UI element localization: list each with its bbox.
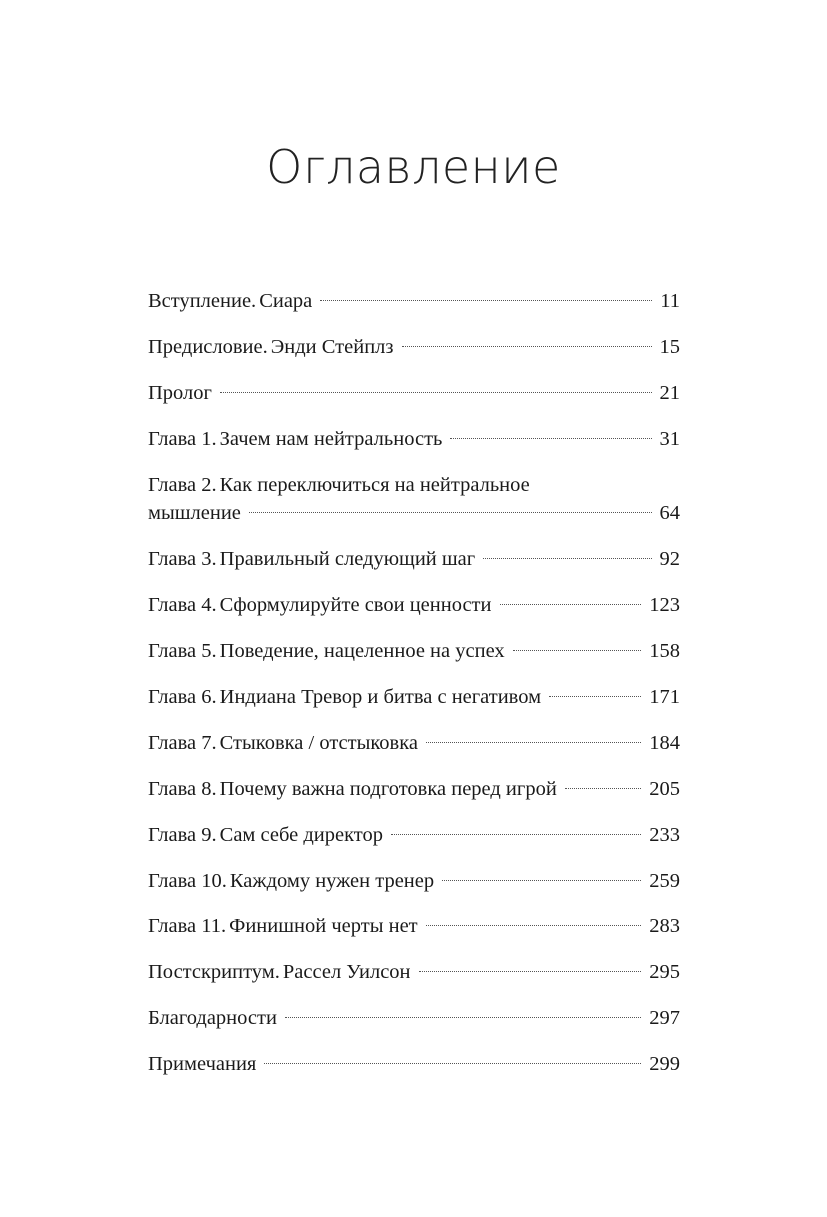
toc-entry-acknowledgements[interactable] — [148, 1004, 680, 1032]
toc-entry-chapter-11[interactable] — [148, 912, 680, 940]
dot-leader — [500, 604, 642, 605]
toc-entry-notes[interactable] — [148, 1050, 680, 1078]
toc-entry-page: 11 — [660, 290, 680, 312]
toc-entry-chapter-2[interactable] — [148, 471, 680, 527]
toc-entry-label: Постскриптум. Рассел Уилсон — [148, 961, 411, 983]
dot-leader — [391, 834, 641, 835]
toc-entry-chapter-6[interactable] — [148, 683, 680, 711]
dot-leader — [419, 971, 642, 972]
toc-entry-label: Благодарности — [148, 1007, 277, 1029]
dot-leader — [402, 346, 652, 347]
toc-entry-chapter-4[interactable] — [148, 591, 680, 619]
toc-entry-chapter-10[interactable] — [148, 867, 680, 895]
toc-entry-label: Глава 7. Стыковка / отстыковка — [148, 732, 418, 754]
toc-entry-page: 184 — [649, 732, 680, 754]
toc-entry-label: Глава 2. Как переключиться на нейтральное — [148, 474, 530, 496]
dot-leader — [426, 742, 641, 743]
toc-entry-label: Пролог — [148, 382, 212, 404]
page-title: Оглавление — [266, 140, 561, 194]
toc-entry-page: 283 — [649, 915, 680, 937]
toc-entry-chapter-9[interactable] — [148, 821, 680, 849]
toc-entry-page: 205 — [649, 778, 680, 800]
toc-entry-label: Глава 8. Почему важна подготовка перед игрой — [148, 778, 557, 800]
toc-entry-label: Глава 6. Индиана Тревор и битва с негативом — [148, 686, 542, 708]
dot-leader — [549, 696, 641, 697]
toc-entry-label: Глава 9. Сам себе директор — [148, 824, 383, 846]
toc-entry-label-continued: мышление — [148, 502, 241, 524]
toc-entry-postscript[interactable] — [148, 958, 680, 986]
toc-entry-page: 31 — [659, 428, 680, 450]
toc-entry-page: 158 — [649, 640, 680, 662]
toc-entry-chapter-3[interactable] — [148, 545, 680, 573]
toc-entry-page: 171 — [649, 686, 680, 708]
toc-entry-chapter-5[interactable] — [148, 637, 680, 665]
toc-entry-page: 15 — [659, 336, 680, 358]
toc-entry-label: Предисловие. Энди Стейплз — [148, 336, 394, 358]
toc-entry-label: Глава 1. Зачем нам нейтральность — [148, 428, 443, 450]
dot-leader — [320, 300, 652, 301]
toc-entry-label: Глава 4. Сформулируйте свои ценности — [148, 594, 492, 616]
dot-leader — [285, 1017, 641, 1018]
toc-entry-page: 259 — [649, 870, 680, 892]
toc-entry-label: Глава 5. Поведение, нацеленное на успех — [148, 640, 505, 662]
toc-entry-chapter-1[interactable] — [148, 425, 680, 453]
toc-entry-page: 233 — [649, 824, 680, 846]
dot-leader — [483, 558, 651, 559]
toc-entry-chapter-7[interactable] — [148, 729, 680, 757]
toc-entry-label: Глава 11. Финишной черты нет — [148, 915, 418, 937]
toc-entry-label: Вступление. Сиара — [148, 290, 313, 312]
dot-leader — [565, 788, 641, 789]
toc-entry-page: 295 — [649, 961, 680, 983]
toc-entry-page: 299 — [649, 1053, 680, 1075]
dot-leader — [513, 650, 642, 651]
toc-entry-foreword[interactable] — [148, 333, 680, 361]
toc-entry-chapter-8[interactable] — [148, 775, 680, 803]
dot-leader — [442, 880, 641, 881]
toc-entry-label: Глава 10. Каждому нужен тренер — [148, 870, 435, 892]
toc-entry-page: 123 — [649, 594, 680, 616]
dot-leader — [220, 392, 652, 393]
toc-entry-page: 21 — [659, 382, 680, 404]
dot-leader — [264, 1063, 641, 1064]
toc-entry-page: 64 — [659, 502, 680, 524]
toc-entry-page: 297 — [649, 1007, 680, 1029]
toc-entry-prologue[interactable] — [148, 379, 680, 407]
toc-entry-intro[interactable] — [148, 287, 680, 315]
toc-entry-label: Примечания — [148, 1053, 257, 1075]
toc-entry-page: 92 — [659, 548, 680, 570]
toc-entry-label: Глава 3. Правильный следующий шаг — [148, 548, 476, 570]
dot-leader — [426, 925, 642, 926]
dot-leader — [450, 438, 651, 439]
dot-leader — [249, 512, 652, 513]
